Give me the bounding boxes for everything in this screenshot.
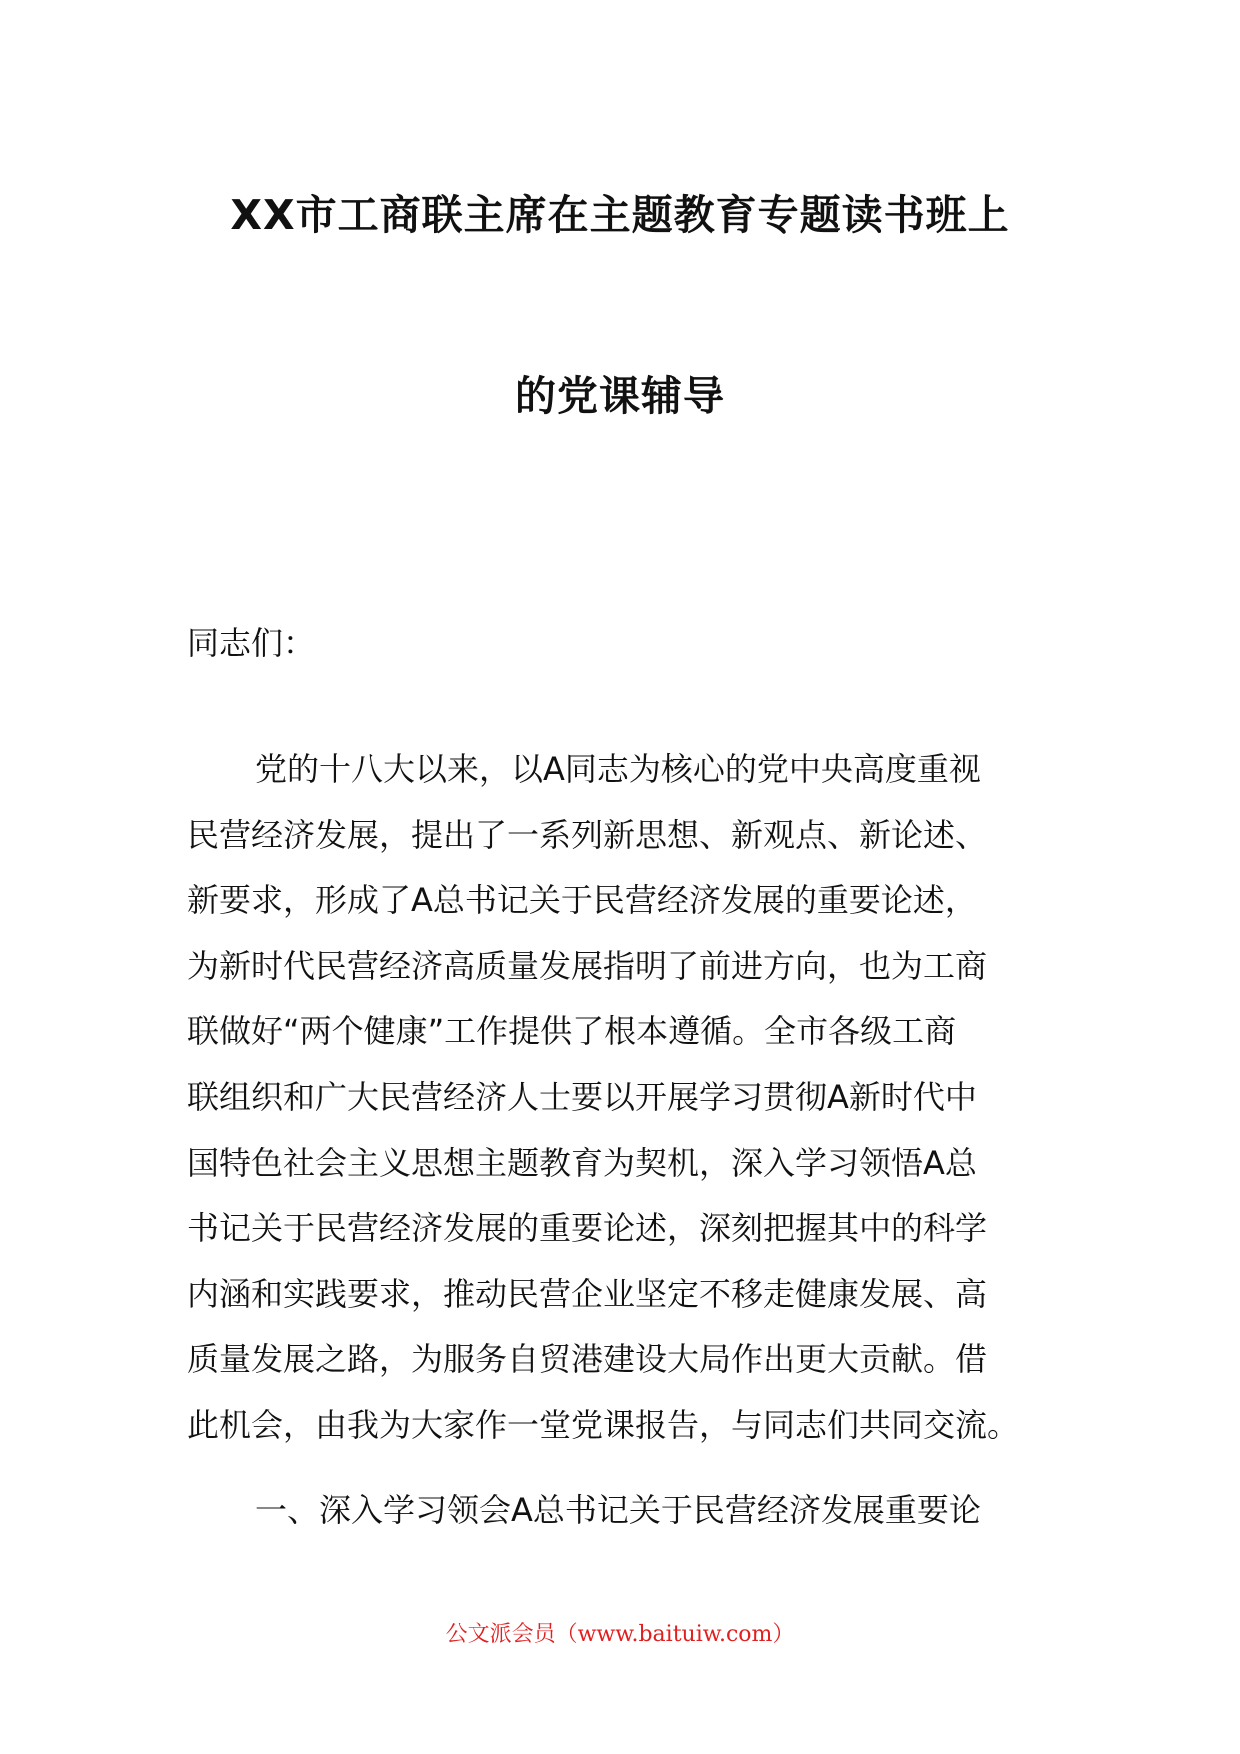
paragraph-line: 书记关于民营经济发展的重要论述，深刻把握其中的科学 bbox=[187, 1209, 988, 1248]
paragraph-line: 民营经济发展，提出了一系列新思想、新观点、新论述、 bbox=[187, 815, 988, 854]
paragraph-line: 国特色社会主义思想主题教育为契机，深入学习领悟A总 bbox=[187, 1143, 977, 1182]
footer-watermark: 公文派会员（www.baituiw.com） bbox=[445, 1622, 795, 1647]
paragraph-line: 质量发展之路，为服务自贸港建设大局作出更大贡献。借 bbox=[187, 1340, 988, 1379]
paragraph-line: 此机会，由我为大家作一堂党课报告，与同志们共同交流。 bbox=[187, 1405, 1020, 1444]
body-paragraph bbox=[187, 737, 1067, 1459]
section-heading: 一、深入学习领会A总书记关于民营经济发展重要论 bbox=[255, 1491, 981, 1529]
paragraph-line: 新要求，形成了A总书记关于民营经济发展的重要论述， bbox=[187, 881, 977, 920]
document-title-line-2: 的党课辅导 bbox=[515, 372, 725, 420]
paragraph-line: 为新时代民营经济高质量发展指明了前进方向，也为工商 bbox=[187, 946, 988, 985]
paragraph-line: 内涵和实践要求，推动民营企业坚定不移走健康发展、高 bbox=[187, 1274, 988, 1313]
salutation: 同志们： bbox=[187, 624, 316, 662]
paragraph-line: 联组织和广大民营经济人士要以开展学习贯彻A新时代中 bbox=[187, 1077, 977, 1116]
paragraph-line: 联做好“两个健康”工作提供了根本遵循。全市各级工商 bbox=[187, 1012, 957, 1051]
document-title-line-1: XX市工商联主席在主题教育专题读书班上 bbox=[230, 191, 1010, 239]
paragraph-line: 党的十八大以来，以A同志为核心的党中央高度重视 bbox=[255, 750, 981, 788]
